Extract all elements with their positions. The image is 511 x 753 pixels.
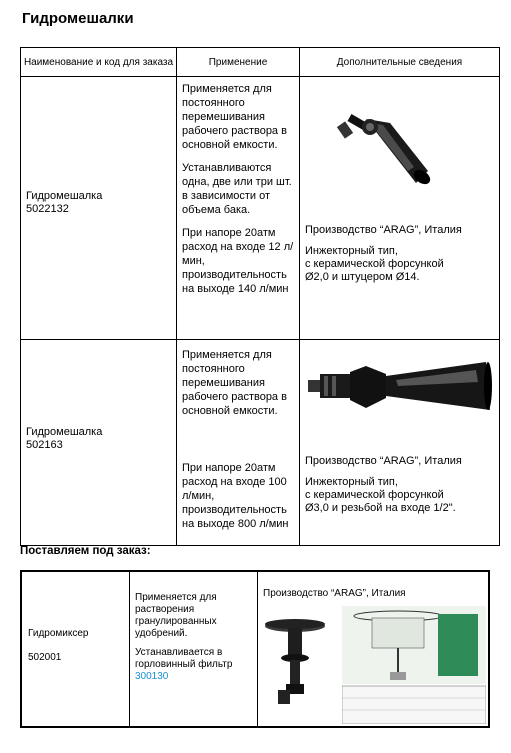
manufacturer-text: Производство “ARAG”, Италия	[263, 588, 406, 599]
nozzle-text: с керамической форсункой	[305, 258, 444, 270]
additional-info-cell	[300, 77, 500, 340]
application-cell	[177, 77, 300, 340]
divider	[257, 572, 258, 726]
type-text: Инжекторный тип,	[305, 476, 398, 488]
application-text: Применяется для растворения гранулированных удобрений.	[135, 592, 217, 639]
application-cell	[135, 592, 253, 690]
application-text: Применяется для постоянного перемешивания рабочего раствора в основной емкости.	[182, 349, 287, 417]
agitator-image	[328, 101, 448, 191]
header-name-code: Наименование и код для заказа	[21, 48, 177, 77]
application-text: При напоре 20атм расход на входе 100 л/мин, производительность на выходе 800 л/мин	[182, 462, 289, 530]
nozzle-text: с керамической форсункой	[305, 489, 444, 501]
header-application: Применение	[177, 48, 300, 77]
application-cell	[177, 340, 300, 546]
mixer-image	[260, 610, 330, 710]
product-code: 502163	[26, 439, 63, 451]
table-header-row	[21, 48, 500, 77]
divider	[129, 572, 130, 726]
product-name-cell	[21, 340, 177, 546]
application-text: Устанавливается в горловинный фильтр	[135, 647, 233, 670]
agitator-image	[306, 352, 496, 422]
additional-info-cell	[300, 340, 500, 546]
type-text: Инжекторный тип,	[305, 245, 398, 257]
product-code: 5022132	[26, 203, 69, 215]
agitators-table	[20, 47, 500, 546]
manufacturer-text: Производство “ARAG”, Италия	[305, 455, 462, 467]
fitting-text: Ø2,0 и штуцером Ø14.	[305, 271, 420, 283]
table-row	[21, 340, 500, 546]
product-name: Гидромешалка	[26, 190, 103, 202]
filter-link[interactable]: 300130	[135, 671, 169, 682]
application-text: Устанавливаются одна, две или три шт. в зависимости от объема бака.	[182, 162, 292, 216]
product-name: Гидромешалка	[26, 426, 103, 438]
on-order-box	[20, 570, 490, 728]
product-name: Гидромиксер	[28, 628, 89, 639]
product-name-cell	[21, 77, 177, 340]
manufacturer-text: Производство “ARAG”, Италия	[305, 224, 462, 236]
on-order-heading: Поставляем под заказ:	[20, 545, 151, 557]
page-title: Гидромешалки	[22, 10, 134, 27]
application-text: Применяется для постоянного перемешивания рабочего раствора в основной емкости.	[182, 83, 287, 151]
technical-drawing-image	[342, 606, 486, 724]
application-text: При напоре 20атм расход на входе 12 л/мин, производительность на выходе 140 л/мин	[182, 227, 294, 295]
thread-text: Ø3,0 и резьбой на входе 1/2".	[305, 502, 456, 514]
header-additional-info: Дополнительные сведения	[300, 48, 500, 77]
table-row	[21, 77, 500, 340]
product-code: 502001	[28, 652, 62, 663]
